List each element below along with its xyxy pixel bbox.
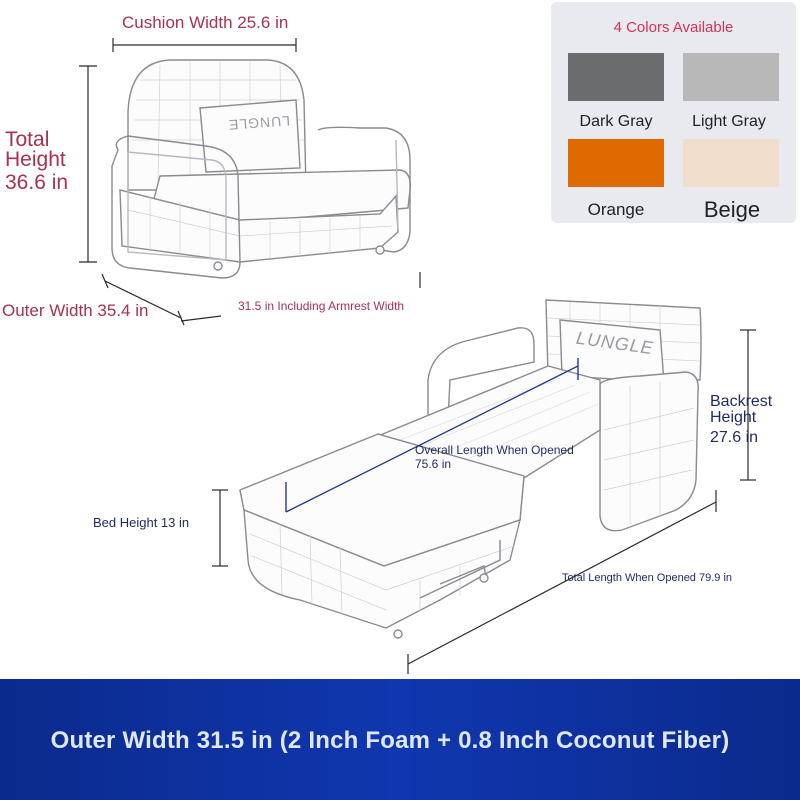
swatch-beige[interactable]	[683, 139, 779, 187]
swatch-light-gray[interactable]	[683, 53, 779, 101]
backrest-height-label-line2: Height	[710, 409, 757, 426]
colors-panel-title: 4 Colors Available	[613, 19, 734, 36]
armchair-drawing	[112, 60, 410, 278]
overall-length-label-line2: 75.6 in	[415, 457, 452, 471]
overall-length-label-line1: Overall Length When Opened	[415, 443, 574, 457]
swatch-label-beige: Beige	[703, 197, 761, 222]
backrest-height-label-line1: Backrest	[710, 393, 773, 410]
total-length-label: Total Length When Opened 79.9 in	[562, 572, 733, 584]
swatch-label-light-gray: Light Gray	[692, 113, 766, 130]
armrest-width-label: 31.5 in Including Armrest Width	[238, 299, 405, 313]
total-height-label-line3: 36.6 in	[5, 171, 69, 194]
swatch-dark-gray[interactable]	[568, 53, 664, 101]
swatch-label-dark-gray: Dark Gray	[579, 113, 653, 130]
backrest-brand-text: LUNGLE	[574, 327, 656, 359]
colors-panel	[551, 2, 796, 223]
total-height-label-line1: Total	[5, 128, 50, 151]
outer-width-label: Outer Width 35.4 in	[2, 301, 149, 320]
backrest-height-label-line3: 27.6 in	[710, 429, 759, 446]
banner-text: Outer Width 31.5 in (2 Inch Foam + 0.8 Inch Coconut Fiber)	[50, 727, 730, 754]
swatch-label-orange: Orange	[587, 200, 645, 219]
bed-height-label: Bed Height 13 in	[93, 515, 190, 530]
swatch-orange[interactable]	[568, 139, 664, 187]
pillow-brand-text: LUNGLE	[227, 112, 291, 134]
cushion-width-label: Cushion Width 25.6 in	[122, 13, 289, 32]
total-height-label-line2: Height	[5, 148, 66, 171]
